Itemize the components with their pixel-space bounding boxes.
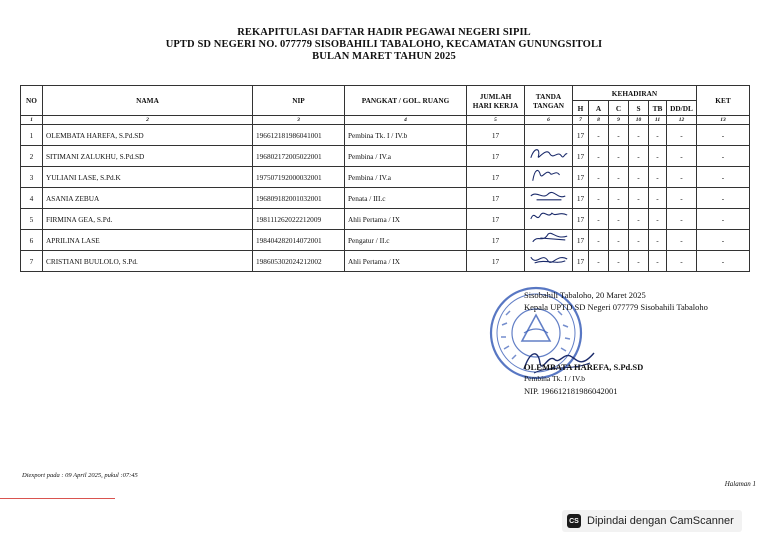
- row-signature: [525, 125, 573, 146]
- row-signature: [525, 188, 573, 209]
- row-h: 17: [573, 146, 589, 167]
- row-nama: CRISTIANI BUULOLO, S.Pd.: [43, 251, 253, 272]
- col-number: 8: [589, 116, 609, 125]
- row-dddl: -: [667, 251, 697, 272]
- row-h: 17: [573, 167, 589, 188]
- row-jumlah: 17: [467, 167, 525, 188]
- row-no: 6: [21, 230, 43, 251]
- row-nama: APRILINA LASE: [43, 230, 253, 251]
- header-tanda: [525, 86, 573, 116]
- row-nama: ASANIA ZEBUA: [43, 188, 253, 209]
- title-line-1: REKAPITULASI DAFTAR HADIR PEGAWAI NEGERI SIPIL: [237, 27, 531, 38]
- row-dddl: -: [667, 125, 697, 146]
- col-number: 1: [21, 116, 43, 125]
- row-c: -: [609, 167, 629, 188]
- camscanner-text: Dipindai dengan CamScanner: [587, 515, 734, 527]
- row-dddl: -: [667, 167, 697, 188]
- handwritten-signature: [527, 251, 571, 271]
- signature-place-date: Sisobahili Tabaloho, 20 Maret 2025: [524, 290, 646, 300]
- header-dddl: DD/DL: [667, 101, 697, 116]
- row-h: 17: [573, 125, 589, 146]
- row-tb: -: [649, 230, 667, 251]
- row-h: 17: [573, 251, 589, 272]
- row-jumlah: 17: [467, 209, 525, 230]
- col-number: 11: [649, 116, 667, 125]
- header-jumlah-line2: HARI KERJA: [472, 100, 519, 110]
- row-jumlah: 17: [467, 230, 525, 251]
- row-nama: FIRMINA GEA, S.Pd.: [43, 209, 253, 230]
- header-s: S: [629, 101, 649, 116]
- row-nama: OLEMBATA HAREFA, S.Pd.SD: [43, 125, 253, 146]
- signature-block: [488, 285, 758, 405]
- row-c: -: [609, 251, 629, 272]
- signature-name: OLEMBATA HAREFA, S.Pd.SD: [524, 362, 644, 372]
- row-no: 5: [21, 209, 43, 230]
- row-nip: 196809182001032001: [253, 188, 345, 209]
- signature-rank: Pembina Tk. I / IV.b: [524, 374, 585, 383]
- row-c: -: [609, 125, 629, 146]
- row-nama: SITIMANI ZALUKHU, S.Pd.SD: [43, 146, 253, 167]
- row-jumlah: 17: [467, 188, 525, 209]
- row-jumlah: 17: [467, 146, 525, 167]
- header-ket: KET: [697, 86, 750, 116]
- row-dddl: -: [667, 209, 697, 230]
- header-tanda-line2: TANGAN: [532, 100, 565, 110]
- row-pangkat: Pembina / IV.a: [345, 146, 467, 167]
- table-row: [21, 167, 750, 188]
- row-dddl: -: [667, 146, 697, 167]
- row-s: -: [629, 209, 649, 230]
- row-signature: [525, 146, 573, 167]
- row-signature: [525, 230, 573, 251]
- row-nip: 196802172005022001: [253, 146, 345, 167]
- row-tb: -: [649, 251, 667, 272]
- row-tb: -: [649, 146, 667, 167]
- row-dddl: -: [667, 230, 697, 251]
- row-nip: 198111262022212009: [253, 209, 345, 230]
- title-line-2: UPTD SD NEGERI NO. 077779 SISOBAHILI TABALOHO, KECAMATAN GUNUNGSITOLI: [165, 39, 603, 50]
- row-ket: -: [697, 125, 750, 146]
- table-row: [21, 146, 750, 167]
- row-nama: YULIANI LASE, S.Pd.K: [43, 167, 253, 188]
- row-ket: -: [697, 251, 750, 272]
- table-row: [21, 125, 750, 146]
- header-jumlah-line1: JUMLAH: [479, 91, 512, 101]
- row-signature: [525, 251, 573, 272]
- row-signature: [525, 209, 573, 230]
- handwritten-signature: [527, 146, 571, 166]
- row-signature: [525, 167, 573, 188]
- row-no: 1: [21, 125, 43, 146]
- header-a: A: [589, 101, 609, 116]
- header-h: H: [573, 101, 589, 116]
- row-pangkat: Pembina / IV.a: [345, 167, 467, 188]
- row-pangkat: Penata / III.c: [345, 188, 467, 209]
- row-no: 4: [21, 188, 43, 209]
- row-pangkat: Ahli Pertama / IX: [345, 209, 467, 230]
- row-tb: -: [649, 167, 667, 188]
- export-timestamp: Diexport pada : 09 April 2025, pukul :07:45: [22, 472, 138, 479]
- row-a: -: [589, 251, 609, 272]
- row-c: -: [609, 209, 629, 230]
- col-number: 9: [609, 116, 629, 125]
- row-c: -: [609, 230, 629, 251]
- handwritten-signature: [527, 230, 571, 250]
- row-h: 17: [573, 230, 589, 251]
- table-row: [21, 251, 750, 272]
- camscanner-watermark: [562, 510, 742, 532]
- header-pangkat: PANGKAT / GOL. RUANG: [345, 86, 467, 116]
- page-number: Halaman 1: [724, 480, 756, 488]
- row-no: 7: [21, 251, 43, 272]
- header-nama: NAMA: [43, 86, 253, 116]
- handwritten-signature: [527, 209, 571, 229]
- handwritten-signature: [527, 167, 571, 187]
- row-pangkat: Ahli Pertama / IX: [345, 251, 467, 272]
- row-a: -: [589, 125, 609, 146]
- table-row: [21, 188, 750, 209]
- col-number: 5: [467, 116, 525, 125]
- row-ket: -: [697, 146, 750, 167]
- signature-nip: NIP. 196612181986042001: [524, 386, 618, 396]
- header-nip: NIP: [253, 86, 345, 116]
- document-header: [0, 27, 768, 63]
- row-a: -: [589, 188, 609, 209]
- row-s: -: [629, 230, 649, 251]
- row-jumlah: 17: [467, 251, 525, 272]
- row-nip: 197507192000032001: [253, 167, 345, 188]
- row-ket: -: [697, 167, 750, 188]
- row-tb: -: [649, 209, 667, 230]
- row-c: -: [609, 146, 629, 167]
- row-h: 17: [573, 209, 589, 230]
- row-a: -: [589, 209, 609, 230]
- row-nip: 196612181986041001: [253, 125, 345, 146]
- row-no: 3: [21, 167, 43, 188]
- col-number: 2: [43, 116, 253, 125]
- row-s: -: [629, 146, 649, 167]
- attendance-table: [20, 85, 750, 272]
- row-s: -: [629, 188, 649, 209]
- row-jumlah: 17: [467, 125, 525, 146]
- header-tanda-line1: TANDA: [535, 91, 562, 101]
- row-s: -: [629, 125, 649, 146]
- row-pangkat: Pengatur / II.c: [345, 230, 467, 251]
- header-c: C: [609, 101, 629, 116]
- col-number: 10: [629, 116, 649, 125]
- table-row: [21, 230, 750, 251]
- row-a: -: [589, 146, 609, 167]
- row-c: -: [609, 188, 629, 209]
- title-line-3: BULAN MARET TAHUN 2025: [312, 51, 456, 62]
- col-number: 4: [345, 116, 467, 125]
- row-a: -: [589, 167, 609, 188]
- row-dddl: -: [667, 188, 697, 209]
- row-s: -: [629, 251, 649, 272]
- row-tb: -: [649, 125, 667, 146]
- signature-position: Kepala UPTD SD Negeri 077779 Sisobahili Tabaloho: [524, 302, 708, 312]
- row-pangkat: Pembina Tk. I / IV.b: [345, 125, 467, 146]
- row-a: -: [589, 230, 609, 251]
- row-tb: -: [649, 188, 667, 209]
- row-ket: -: [697, 188, 750, 209]
- row-s: -: [629, 167, 649, 188]
- col-number: 6: [525, 116, 573, 125]
- camscanner-icon: CS: [567, 514, 581, 528]
- row-h: 17: [573, 188, 589, 209]
- handwritten-signature: [527, 188, 571, 208]
- row-ket: -: [697, 209, 750, 230]
- row-nip: 198605302024212002: [253, 251, 345, 272]
- row-nip: 198404282014072001: [253, 230, 345, 251]
- col-number: 12: [667, 116, 697, 125]
- red-divider: [0, 498, 115, 499]
- header-no: NO: [21, 86, 43, 116]
- header-tb: TB: [649, 101, 667, 116]
- header-jumlah: [467, 86, 525, 116]
- col-number: 3: [253, 116, 345, 125]
- col-number: 13: [697, 116, 750, 125]
- row-ket: -: [697, 230, 750, 251]
- header-kehadiran: KEHADIRAN: [573, 86, 697, 101]
- col-number: 7: [573, 116, 589, 125]
- row-no: 2: [21, 146, 43, 167]
- column-number-row: [21, 116, 750, 125]
- table-row: [21, 209, 750, 230]
